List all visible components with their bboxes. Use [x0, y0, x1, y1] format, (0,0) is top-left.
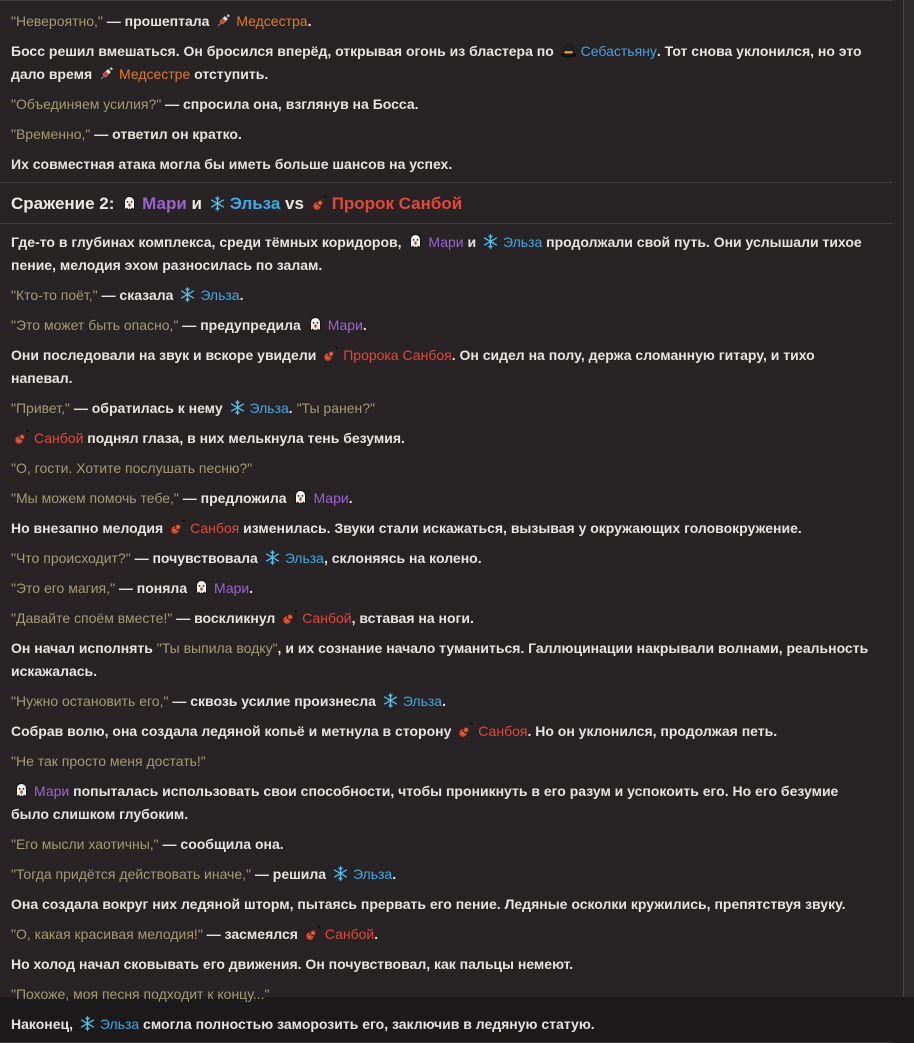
section-heading — [11, 192, 880, 216]
text-run: . — [374, 926, 379, 942]
quoted-speech: "Привет," — [11, 400, 70, 416]
quoted-speech: "Невероятно," — [11, 13, 103, 29]
character-name: Медсестра — [236, 13, 308, 29]
text-run: — сквозь усилие произнесла — [168, 693, 380, 709]
quoted-speech: "Объединяем усилия?" — [11, 96, 162, 112]
story-paragraph — [11, 636, 880, 683]
text-run: . Тот снова уклонился, но это дало время — [11, 43, 862, 82]
quoted-speech: "Это может быть опасно," — [11, 317, 179, 333]
guitar-icon — [311, 195, 328, 212]
story-paragraph — [11, 606, 880, 630]
story-paragraph — [11, 426, 880, 450]
guitar-icon — [322, 346, 339, 363]
character-name: Мари — [428, 234, 464, 250]
text-run: продолжали свой путь. Они услышали тихое пение, мелодия эхом разносилась по залам. — [11, 234, 862, 273]
text-run: — решила — [250, 866, 330, 882]
story-paragraph — [11, 230, 880, 277]
text-run: и — [463, 234, 481, 250]
text-run: — предупредила — [178, 317, 305, 333]
quoted-speech: "Тогда придётся действовать иначе," — [11, 866, 251, 882]
snowflake-icon — [209, 195, 226, 212]
text-run: — сказала — [97, 287, 178, 303]
quoted-speech: "Ты ранен?" — [296, 400, 375, 416]
text-run: , склоняясь на колено. — [323, 550, 482, 566]
quoted-speech: "Нужно остановить его," — [11, 693, 169, 709]
character-name: Эльза — [284, 550, 324, 566]
story-paragraph — [11, 343, 880, 390]
character-name: Мари — [142, 194, 187, 213]
story-paragraph — [11, 576, 880, 600]
quoted-speech: "Ты выпила водку" — [156, 640, 278, 656]
text-run: — предложила — [178, 490, 291, 506]
quoted-speech: "Кто-то поёт," — [11, 287, 98, 303]
story-paragraph — [11, 486, 880, 510]
text-run: Сражение 2: — [11, 194, 120, 213]
quoted-speech: "Что происходит?" — [11, 550, 131, 566]
story-paragraph — [11, 719, 880, 743]
ghost-icon — [13, 782, 30, 799]
scrollbar-track[interactable] — [903, 0, 914, 997]
snowflake-icon — [332, 865, 349, 882]
text-run: — ответил он кратко. — [90, 126, 242, 142]
text-run: — засмеялся — [202, 926, 302, 942]
text-run: — почувствовала — [130, 550, 262, 566]
text-run: Наконец, — [11, 1016, 77, 1032]
section-divider — [0, 223, 892, 224]
story-paragraph — [11, 952, 880, 976]
top-hat-icon — [560, 42, 577, 59]
character-name: Эльза — [402, 693, 443, 709]
text-run: . — [442, 693, 446, 709]
text-run: . — [307, 13, 312, 29]
ghost-icon — [292, 489, 309, 506]
text-run: Босс решил вмешаться. Он бросился вперёд, открывая огонь из бластера по — [11, 43, 558, 59]
story-paragraph — [11, 892, 880, 916]
character-name: Санбой — [302, 610, 352, 626]
character-name: Эльза — [229, 194, 281, 213]
character-name: Медсестре — [119, 66, 191, 82]
character-name: Санбой — [324, 926, 375, 942]
story-paragraph — [11, 122, 880, 146]
ghost-icon — [407, 233, 424, 250]
text-run: Их совместная атака могла бы иметь больше шансов на успех. — [11, 156, 453, 172]
text-run: , вставая на ноги. — [351, 610, 474, 626]
character-name: Санбой — [34, 430, 84, 446]
story-paragraph — [11, 313, 880, 337]
story-paragraph — [11, 689, 880, 713]
character-name: Пророка Санбоя — [343, 347, 452, 363]
story-paragraph — [11, 922, 880, 946]
text-run: — обратилась к нему — [69, 400, 227, 416]
text-run: . — [348, 490, 353, 506]
text-run: vs — [280, 194, 309, 213]
guitar-icon — [13, 429, 30, 446]
story-paragraph — [11, 546, 880, 570]
character-name: Санбоя — [190, 520, 240, 536]
text-run: поднял глаза, в них мелькнула тень безумия. — [83, 430, 405, 446]
story-paragraph — [11, 39, 880, 86]
section-divider — [0, 182, 892, 183]
text-run: попыталась использовать свои способности, чтобы проникнуть в его разум и успокоить его. Но его безумие было слишком глубоким. — [11, 783, 839, 822]
text-run: смогла полностью заморозить его, заключив в ледяную статую. — [139, 1016, 595, 1032]
text-run: Она создала вокруг них ледяной шторм, пытаясь прервать его пение. Ледяные осколки кружились, препятствуя звуку. — [11, 896, 846, 912]
character-name: Эльза — [249, 400, 289, 416]
quoted-speech: "Мы можем помочь тебе," — [11, 490, 179, 506]
character-name: Себастьяну — [580, 43, 657, 59]
text-run: . — [249, 580, 254, 596]
character-name: Эльза — [200, 287, 240, 303]
story-paragraph — [11, 982, 880, 1006]
guitar-icon — [281, 609, 298, 626]
text-run: Они последовали на звук и вскоре увидели — [11, 347, 321, 363]
text-run: — спросила она, взглянув на Босса. — [161, 96, 419, 112]
text-run: Собрав волю, она создала ледяной копьё и метнула в сторону — [11, 723, 456, 739]
story-paragraph — [11, 92, 880, 116]
character-name: Мари — [327, 317, 363, 333]
text-run: изменилась. Звуки стали искажаться, вызывая у окружающих головокружение. — [239, 520, 802, 536]
text-run: отступить. — [190, 66, 269, 82]
character-name: Эльза — [352, 866, 393, 882]
story-paragraph — [11, 1012, 880, 1036]
quoted-speech: "Похоже, моя песня подходит к концу..." — [11, 986, 270, 1002]
text-run: . — [239, 287, 244, 303]
quoted-speech: "О, какая красивая мелодия!" — [11, 926, 203, 942]
text-run: — воскликнул — [172, 610, 280, 626]
character-name: Эльза — [503, 234, 543, 250]
character-name: Эльза — [99, 1016, 140, 1032]
quoted-speech: "Временно," — [11, 126, 91, 142]
text-run: и — [186, 194, 207, 213]
story-paragraph — [11, 9, 880, 33]
text-run: Он начал исполнять — [11, 640, 157, 656]
syringe-icon — [215, 12, 232, 29]
text-run: . Но он уклонился, продолжая петь. — [527, 723, 778, 739]
story-paragraph — [11, 396, 880, 420]
quoted-speech: "Это его магия," — [11, 580, 116, 596]
story-paragraph — [11, 862, 880, 886]
story-paragraph — [11, 779, 880, 826]
story-paragraph — [11, 516, 880, 540]
snowflake-icon — [79, 1015, 96, 1032]
character-name: Пророк Санбой — [331, 194, 463, 213]
ghost-icon — [307, 316, 324, 333]
text-run: — сообщила она. — [158, 836, 284, 852]
guitar-icon — [304, 925, 321, 942]
quoted-speech: "Не так просто меня достать!" — [11, 753, 206, 769]
story-paragraph — [11, 152, 880, 176]
story-paragraph — [11, 283, 880, 307]
snowflake-icon — [264, 549, 281, 566]
syringe-icon — [98, 65, 115, 82]
text-run: . Он сидел на полу, держа сломанную гитару, и тихо напевал. — [11, 347, 815, 386]
story-paragraph — [11, 456, 880, 480]
snowflake-icon — [179, 286, 196, 303]
quoted-speech: "Его мысли хаотичны," — [11, 836, 159, 852]
text-run: — прошептала — [102, 13, 214, 29]
guitar-icon — [457, 722, 474, 739]
text-run: . — [392, 866, 397, 882]
text-run: Где-то в глубинах комплекса, среди тёмных коридоров, — [11, 234, 406, 250]
character-name: Мари — [313, 490, 349, 506]
character-name: Санбоя — [478, 723, 528, 739]
snowflake-icon — [382, 692, 399, 709]
text-run: . — [362, 317, 367, 333]
text-run: Но внезапно мелодия — [11, 520, 168, 536]
story-paragraph — [11, 832, 880, 856]
text-run: . — [288, 400, 297, 416]
story-paragraph — [11, 749, 880, 773]
text-run: — поняла — [115, 580, 191, 596]
guitar-icon — [169, 519, 186, 536]
quoted-speech: "О, гости. Хотите послушать песню?" — [11, 460, 253, 476]
text-run: Но холод начал сковывать его движения. Он почувствовал, как пальцы немеют. — [11, 956, 574, 972]
character-name: Мари — [214, 580, 250, 596]
ghost-icon — [121, 195, 138, 212]
text-run: , и их сознание начало туманиться. Галлюцинации накрывали волнами, реальность искажалась. — [11, 640, 869, 679]
character-name: Мари — [34, 783, 70, 799]
section-divider — [0, 0, 892, 1]
snowflake-icon — [229, 399, 246, 416]
quoted-speech: "Давайте споём вместе!" — [11, 610, 173, 626]
ghost-icon — [193, 579, 210, 596]
snowflake-icon — [482, 233, 499, 250]
